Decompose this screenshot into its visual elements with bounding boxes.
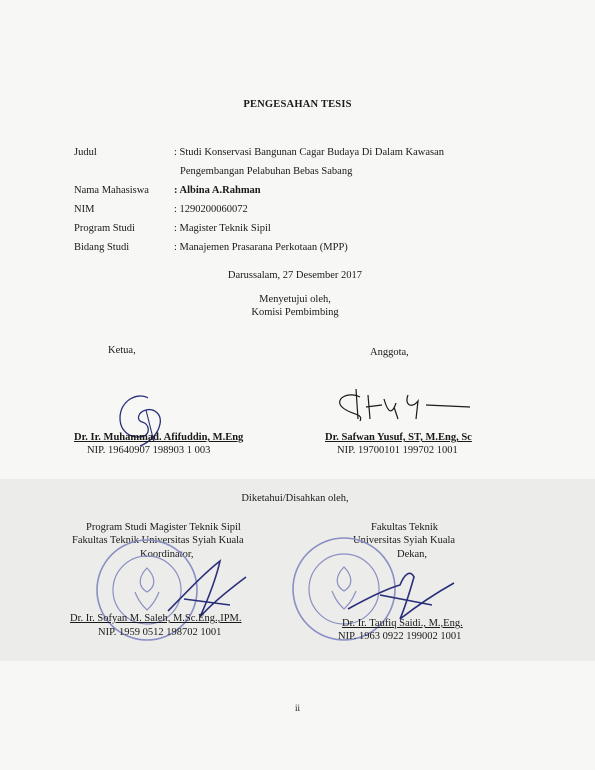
ratified-by: Diketahui/Disahkan oleh,	[241, 493, 349, 504]
program-line-2: Fakultas Teknik Universitas Syiah Kuala	[72, 535, 244, 546]
field-label-study-area: Bidang Studi	[74, 242, 130, 253]
field-label-nim: NIM	[74, 204, 95, 215]
member-name: Dr. Safwan Yusuf, ST, M.Eng, Sc	[325, 432, 472, 443]
program-line-3: Koordinator,	[140, 549, 194, 560]
chair-name: Dr. Ir. Muhammad. Afifuddin, M.Eng	[74, 432, 244, 443]
page-number: ii	[294, 703, 300, 713]
member-nip: NIP. 19700101 199702 1001	[337, 445, 458, 456]
field-value-title-cont: Pengembangan Pelabuhan Bebas Sabang	[180, 166, 353, 177]
faculty-signature	[340, 565, 460, 625]
approval-line-1: Menyetujui oleh,	[259, 294, 331, 305]
program-name: Dr. Ir. Sofyan M. Saleh, M.Sc.Eng.,IPM.	[70, 613, 242, 624]
field-value-program: : Magister Teknik Sipil	[174, 223, 271, 234]
faculty-nip: NIP. 1963 0922 199002 1001	[338, 631, 462, 642]
field-label-student-name: Nama Mahasiswa	[74, 185, 149, 196]
program-nip: NIP. 1959 0512 198702 1001	[98, 627, 222, 638]
page-title: PENGESAHAN TESIS	[243, 99, 352, 110]
faculty-line-1: Fakultas Teknik	[371, 522, 439, 533]
field-label-title: Judul	[74, 147, 97, 158]
chair-nip: NIP. 19640907 198903 1 003	[87, 445, 211, 456]
faculty-line-2: Universitas Syiah Kuala	[353, 535, 456, 546]
field-value-title: : Studi Konservasi Bangunan Cagar Budaya Di Dalam Kawasan	[174, 147, 445, 158]
chair-role: Ketua,	[108, 345, 136, 356]
member-signature	[330, 385, 480, 425]
field-value-student-name: : Albina A.Rahman	[174, 185, 261, 196]
program-line-1: Program Studi Magister Teknik Sipil	[86, 522, 241, 533]
field-label-program: Program Studi	[74, 223, 135, 234]
approval-line-2: Komisi Pembimbing	[251, 307, 339, 318]
field-value-nim: : 1290200060072	[174, 204, 248, 215]
field-value-study-area: : Manajemen Prasarana Perkotaan (MPP)	[174, 242, 348, 253]
member-role: Anggota,	[370, 347, 409, 358]
faculty-line-3: Dekan,	[397, 549, 428, 560]
place-date: Darussalam, 27 Desember 2017	[227, 270, 363, 281]
faculty-name: Dr. Ir. Taufiq Saidi., M.,Eng.	[342, 618, 463, 629]
